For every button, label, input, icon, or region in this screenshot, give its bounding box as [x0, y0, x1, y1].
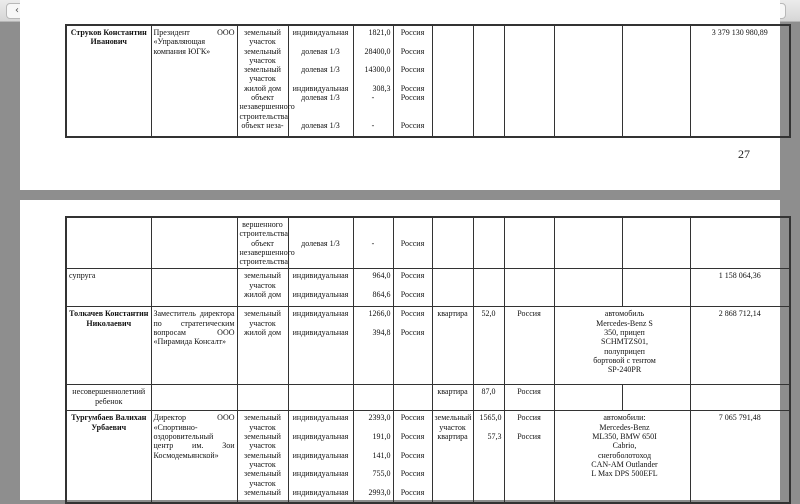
annual-income: 1 158 064,36	[690, 269, 790, 307]
empty-cell	[473, 25, 504, 137]
ownership-types: индивидуальная индивидуальная	[288, 269, 353, 307]
table-row	[66, 269, 790, 307]
person-position: Заместитель директора по стратегическим вопросам ООО «Пирамида Консалт»	[151, 307, 237, 385]
annual-income: 7 065 791,48	[690, 411, 790, 503]
vehicles: автомобиль Mercedes-Benz S 350, прицеп SCHMTZS01, полуприцеп бортовой с тентом SP-240PR	[554, 307, 690, 385]
use-area: 87,0	[473, 385, 504, 411]
table-row	[66, 307, 790, 385]
pdf-page-28	[20, 200, 780, 500]
property-countries: Россия Россия	[393, 269, 432, 307]
use-area: 52,0	[473, 307, 504, 385]
annual-income: 3 379 130 980,89	[690, 25, 790, 137]
property-countries: Россия	[393, 217, 432, 269]
declaration-table-p27	[65, 24, 791, 138]
person-position: Президент ООО «Управляющая компания ЮГК»	[151, 25, 237, 137]
property-countries: Россия Россия Россия Россия Россия	[393, 411, 432, 503]
use-areas: 1565,0 57,3	[473, 411, 504, 503]
property-objects: земельный участок жилой дом	[237, 307, 288, 385]
person-name: Струков Константин Иванович	[66, 25, 151, 137]
property-objects: вершенного строительства объект незавершенного строительства	[237, 217, 288, 269]
property-areas: 964,0 864,6	[353, 269, 393, 307]
empty-cell	[504, 25, 554, 137]
property-areas: 1821,0 28400,0 14300,0 308,3 - -	[353, 25, 393, 137]
use-object: квартира	[432, 385, 473, 411]
annual-income: 2 868 712,14	[690, 307, 790, 385]
use-country: Россия	[504, 307, 554, 385]
ownership-types: индивидуальная долевая 1/3 долевая 1/3 индивидуальная долевая 1/3 долевая 1/3	[288, 25, 353, 137]
person-position: Директор ООО «Спортивно-оздоровительный центр им. Зои Космодемьянской»	[151, 411, 237, 503]
use-object: квартира	[432, 307, 473, 385]
property-areas: 2393,0 191,0 141,0 755,0 2993,0	[353, 411, 393, 503]
use-objects: земельный участок квартира	[432, 411, 473, 503]
person-name: несовершеннолетний ребенок	[66, 385, 151, 411]
table-row	[66, 25, 790, 137]
empty-cell	[554, 25, 622, 137]
property-objects: земельный участок земельный участок земельный участок земельный участок земельный	[237, 411, 288, 503]
table-row	[66, 385, 790, 411]
use-countries: Россия Россия	[504, 411, 554, 503]
person-name: Толкачев Константин Николаевич	[66, 307, 151, 385]
property-areas: -	[353, 217, 393, 269]
table-row	[66, 217, 790, 269]
property-objects: земельный участок жилой дом	[237, 269, 288, 307]
ownership-types: индивидуальная индивидуальная	[288, 307, 353, 385]
empty-cell	[622, 25, 690, 137]
chevron-left-icon[interactable]: ‹	[6, 3, 28, 19]
ownership-types: индивидуальная индивидуальная индивидуальная индивидуальная индивидуальная	[288, 411, 353, 503]
property-countries: Россия Россия	[393, 307, 432, 385]
property-objects: земельный участок земельный участок земельный участок жилой дом объект незавершенного строительства объект неза-	[237, 25, 288, 137]
person-name: супруга	[66, 269, 151, 307]
table-row	[66, 411, 790, 503]
empty-cell	[432, 25, 473, 137]
ownership-types: долевая 1/3	[288, 217, 353, 269]
use-country: Россия	[504, 385, 554, 411]
page-number: 27	[738, 147, 750, 161]
pdf-page-27	[20, 0, 780, 190]
property-countries: Россия Россия Россия Россия Россия Россия	[393, 25, 432, 137]
person-name: Тургумбаев Валихан Урбаевич	[66, 411, 151, 503]
vehicles: автомобили: Mercedes-Benz ML350, BMW 650I Cabrio, снегоболотоход CAN-AM Outlander L Max DPS 500EFL	[554, 411, 690, 503]
declaration-table-p28	[65, 216, 791, 504]
property-areas: 1266,0 394,8	[353, 307, 393, 385]
